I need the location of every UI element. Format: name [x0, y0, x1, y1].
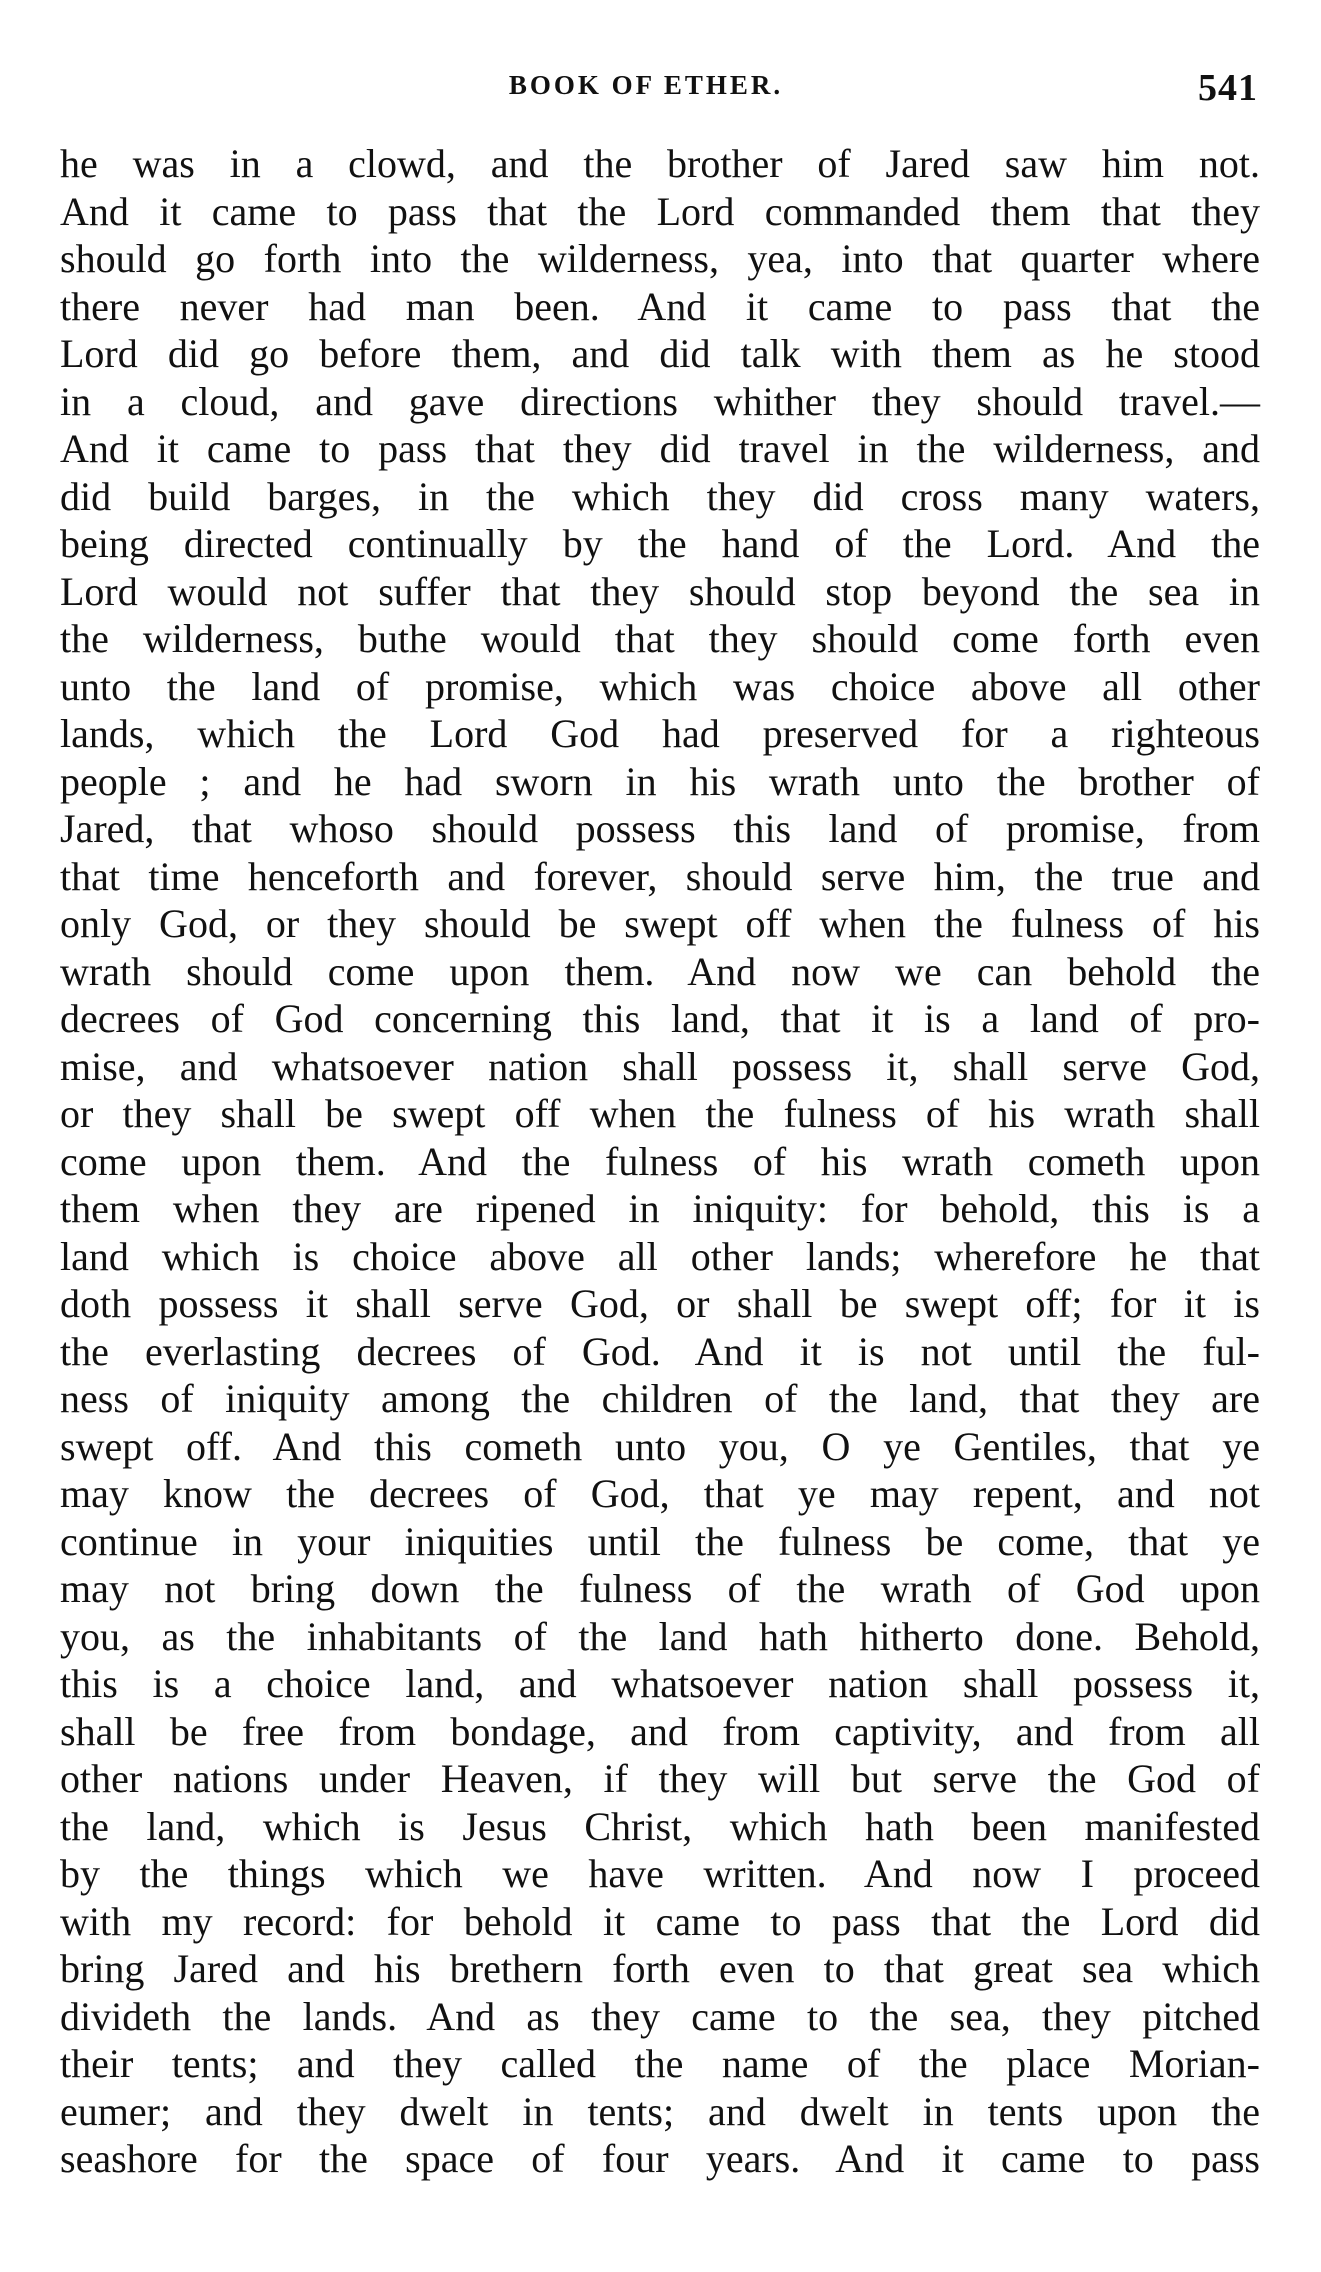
- text-line: there never had man been. And it came to pass that the: [60, 283, 1260, 329]
- text-line: the land, which is Jesus Christ, which hath been manifested: [60, 1803, 1260, 1849]
- text-line: the everlasting decrees of God. And it is not until the ful-: [60, 1328, 1260, 1374]
- text-line: did build barges, in the which they did cross many waters,: [60, 473, 1260, 519]
- text-line: Jared, that whoso should possess this land of promise, from: [60, 806, 1260, 851]
- text-line: may not bring down the fulness of the wrath of God upon: [60, 1566, 1260, 1611]
- text-line: this is a choice land, and whatsoever nation shall possess it,: [60, 1661, 1260, 1706]
- text-line: seashore for the space of four years. And it came to pass: [60, 2136, 1260, 2181]
- text-line: them when they are ripened in iniquity: for behold, this is a: [60, 1186, 1260, 1231]
- text-line: ness of iniquity among the children of the land, that they are: [60, 1376, 1260, 1421]
- text-line: land which is choice above all other lands; wherefore he that: [60, 1233, 1260, 1279]
- text-line: may know the decrees of God, that ye may repent, and not: [60, 1471, 1260, 1516]
- text-line: And it came to pass that the Lord commanded them that they: [60, 188, 1260, 234]
- text-line: in a cloud, and gave directions whither they should travel.—: [60, 378, 1260, 424]
- text-line: wrath should come upon them. And now we can behold the: [60, 948, 1260, 994]
- text-line: he was in a clowd, and the brother of Jared saw him not.: [60, 141, 1260, 186]
- text-line: Lord did go before them, and did talk with them as he stood: [60, 331, 1260, 376]
- text-line: mise, and whatsoever nation shall possess it, shall serve God,: [60, 1043, 1260, 1089]
- page-number: 541: [1198, 67, 1258, 109]
- body-text: [60, 140, 1260, 2183]
- text-line: continue in your iniquities until the fulness be come, that ye: [60, 1518, 1260, 1564]
- text-line: unto the land of promise, which was choice above all other: [60, 663, 1260, 709]
- text-line: doth possess it shall serve God, or shall be swept off; for it is: [60, 1281, 1260, 1326]
- text-line: divideth the lands. And as they came to the sea, they pitched: [60, 1993, 1260, 2039]
- text-line: you, as the inhabitants of the land hath hitherto done. Behold,: [60, 1613, 1260, 1659]
- text-line: Lord would not suffer that they should stop beyond the sea in: [60, 568, 1260, 614]
- text-line: only God, or they should be swept off when the fulness of his: [60, 901, 1260, 946]
- text-line: come upon them. And the fulness of his wrath cometh upon: [60, 1138, 1260, 1184]
- text-line: that time henceforth and forever, should serve him, the true and: [60, 853, 1260, 899]
- page-header: [60, 66, 1260, 116]
- text-line: people ; and he had sworn in his wrath unto the brother of: [60, 758, 1260, 804]
- text-line: being directed continually by the hand of the Lord. And the: [60, 521, 1260, 566]
- text-line: lands, which the Lord God had preserved for a righteous: [60, 711, 1260, 756]
- text-line: or they shall be swept off when the fulness of his wrath shall: [60, 1091, 1260, 1136]
- text-line: swept off. And this cometh unto you, O ye Gentiles, that ye: [60, 1423, 1260, 1469]
- text-line: other nations under Heaven, if they will but serve the God of: [60, 1756, 1260, 1801]
- text-line: by the things which we have written. And now I proceed: [60, 1851, 1260, 1896]
- text-line: And it came to pass that they did travel in the wilderness, and: [60, 426, 1260, 471]
- running-head: BOOK OF ETHER.: [508, 70, 784, 100]
- text-line: the wilderness, buthe would that they should come forth even: [60, 616, 1260, 661]
- text-line: shall be free from bondage, and from captivity, and from all: [60, 1708, 1260, 1754]
- text-line: decrees of God concerning this land, that it is a land of pro-: [60, 996, 1260, 1041]
- text-line: should go forth into the wilderness, yea, into that quarter where: [60, 236, 1260, 281]
- text-line: bring Jared and his brethern forth even to that great sea which: [60, 1946, 1260, 1991]
- text-line: eumer; and they dwelt in tents; and dwelt in tents upon the: [60, 2088, 1260, 2134]
- text-line: with my record: for behold it came to pass that the Lord did: [60, 1898, 1260, 1944]
- text-line: their tents; and they called the name of the place Morian-: [60, 2041, 1260, 2086]
